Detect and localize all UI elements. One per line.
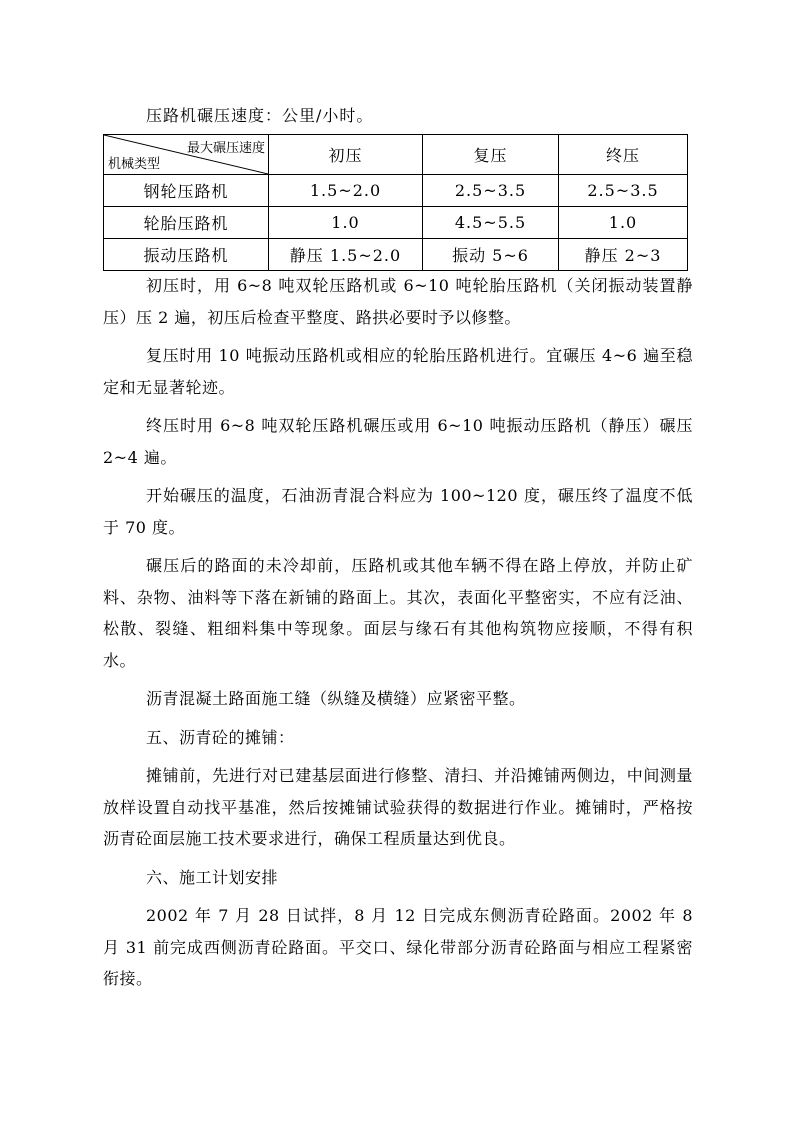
table-cell: 振动 5~6	[423, 239, 559, 271]
paragraph-final-compaction: 终压时用 6~8 吨双轮压路机碾压或用 6~10 吨振动压路机（静压）碾压 2~4 遍。	[103, 416, 693, 467]
paragraph-paving: 摊铺前，先进行对已建基层面进行修整、清扫、并沿摊铺两侧边，中间测量放样设置自动找平基准，然后按摊铺试验获得的数据进行作业。摊铺时，严格按沥青砼面层施工技术要求进行，确保工程质量达到优良。	[103, 766, 693, 848]
diagonal-header-cell	[104, 135, 269, 175]
paragraph-construction-joints: 沥青混凝土路面施工缝（纵缝及横缝）应紧密平整。	[146, 689, 526, 708]
table-row	[104, 207, 688, 239]
compaction-speed-table	[103, 134, 688, 271]
table-cell: 1.0	[269, 207, 423, 239]
header-cell: 初压	[269, 135, 423, 175]
table-row	[104, 239, 688, 271]
table-cell: 静压 2~3	[559, 239, 688, 271]
paragraph-schedule: 2002 年 7 月 28 日试拌，8 月 12 日完成东侧沥青砼路面。2002 年 8 月 31 前完成西侧沥青砼路面。平交口、绿化带部分沥青砼路面与相应工程紧密衔接。	[103, 906, 693, 988]
table-cell: 4.5~5.5	[423, 207, 559, 239]
paragraph-temperature: 开始碾压的温度，石油沥青混合料应为 100~120 度，碾压终了温度不低于 70 度。	[103, 486, 693, 537]
table-cell: 2.5~3.5	[559, 175, 688, 207]
header-cell: 终压	[559, 135, 688, 175]
section-heading-schedule: 六、施工计划安排	[146, 867, 279, 887]
paragraph-after-compaction: 碾压后的路面的未冷却前，压路机或其他车辆不得在路上停放，并防止矿料、杂物、油料等下落在新铺的路面上。其次，表面化平整密实，不应有泛油、松散、裂缝、粗细料集中等现象。面层与缘石有其他构筑物应接顺，不得有积水。	[103, 556, 693, 670]
table-cell: 1.0	[559, 207, 688, 239]
machine-type-cell: 振动压路机	[104, 239, 269, 271]
paragraph-initial-compaction: 初压时，用 6~8 吨双轮压路机或 6~10 吨轮胎压路机（关闭振动装置静压）压 2 遍，初压后检查平整度、路拱必要时予以修整。	[103, 276, 693, 327]
table-cell: 静压 1.5~2.0	[269, 239, 423, 271]
machine-type-cell: 钢轮压路机	[104, 175, 269, 207]
table-cell: 2.5~3.5	[423, 175, 559, 207]
corner-label-type: 机械类型	[108, 157, 161, 172]
machine-type-cell: 轮胎压路机	[104, 207, 269, 239]
corner-label-speed: 最大碾压速度	[186, 141, 265, 156]
table-row	[104, 175, 688, 207]
section-heading-paving: 五、沥青砼的摊铺：	[146, 727, 295, 747]
table-cell: 1.5~2.0	[269, 175, 423, 207]
table-caption: 压路机碾压速度：公里/小时。	[146, 106, 374, 125]
paragraph-second-compaction: 复压时用 10 吨振动压路机或相应的轮胎压路机进行。宜碾压 4~6 遍至稳定和无显著轮迹。	[103, 346, 693, 397]
table-header-row	[104, 135, 688, 175]
body-text	[103, 270, 693, 1002]
header-cell: 复压	[423, 135, 559, 175]
